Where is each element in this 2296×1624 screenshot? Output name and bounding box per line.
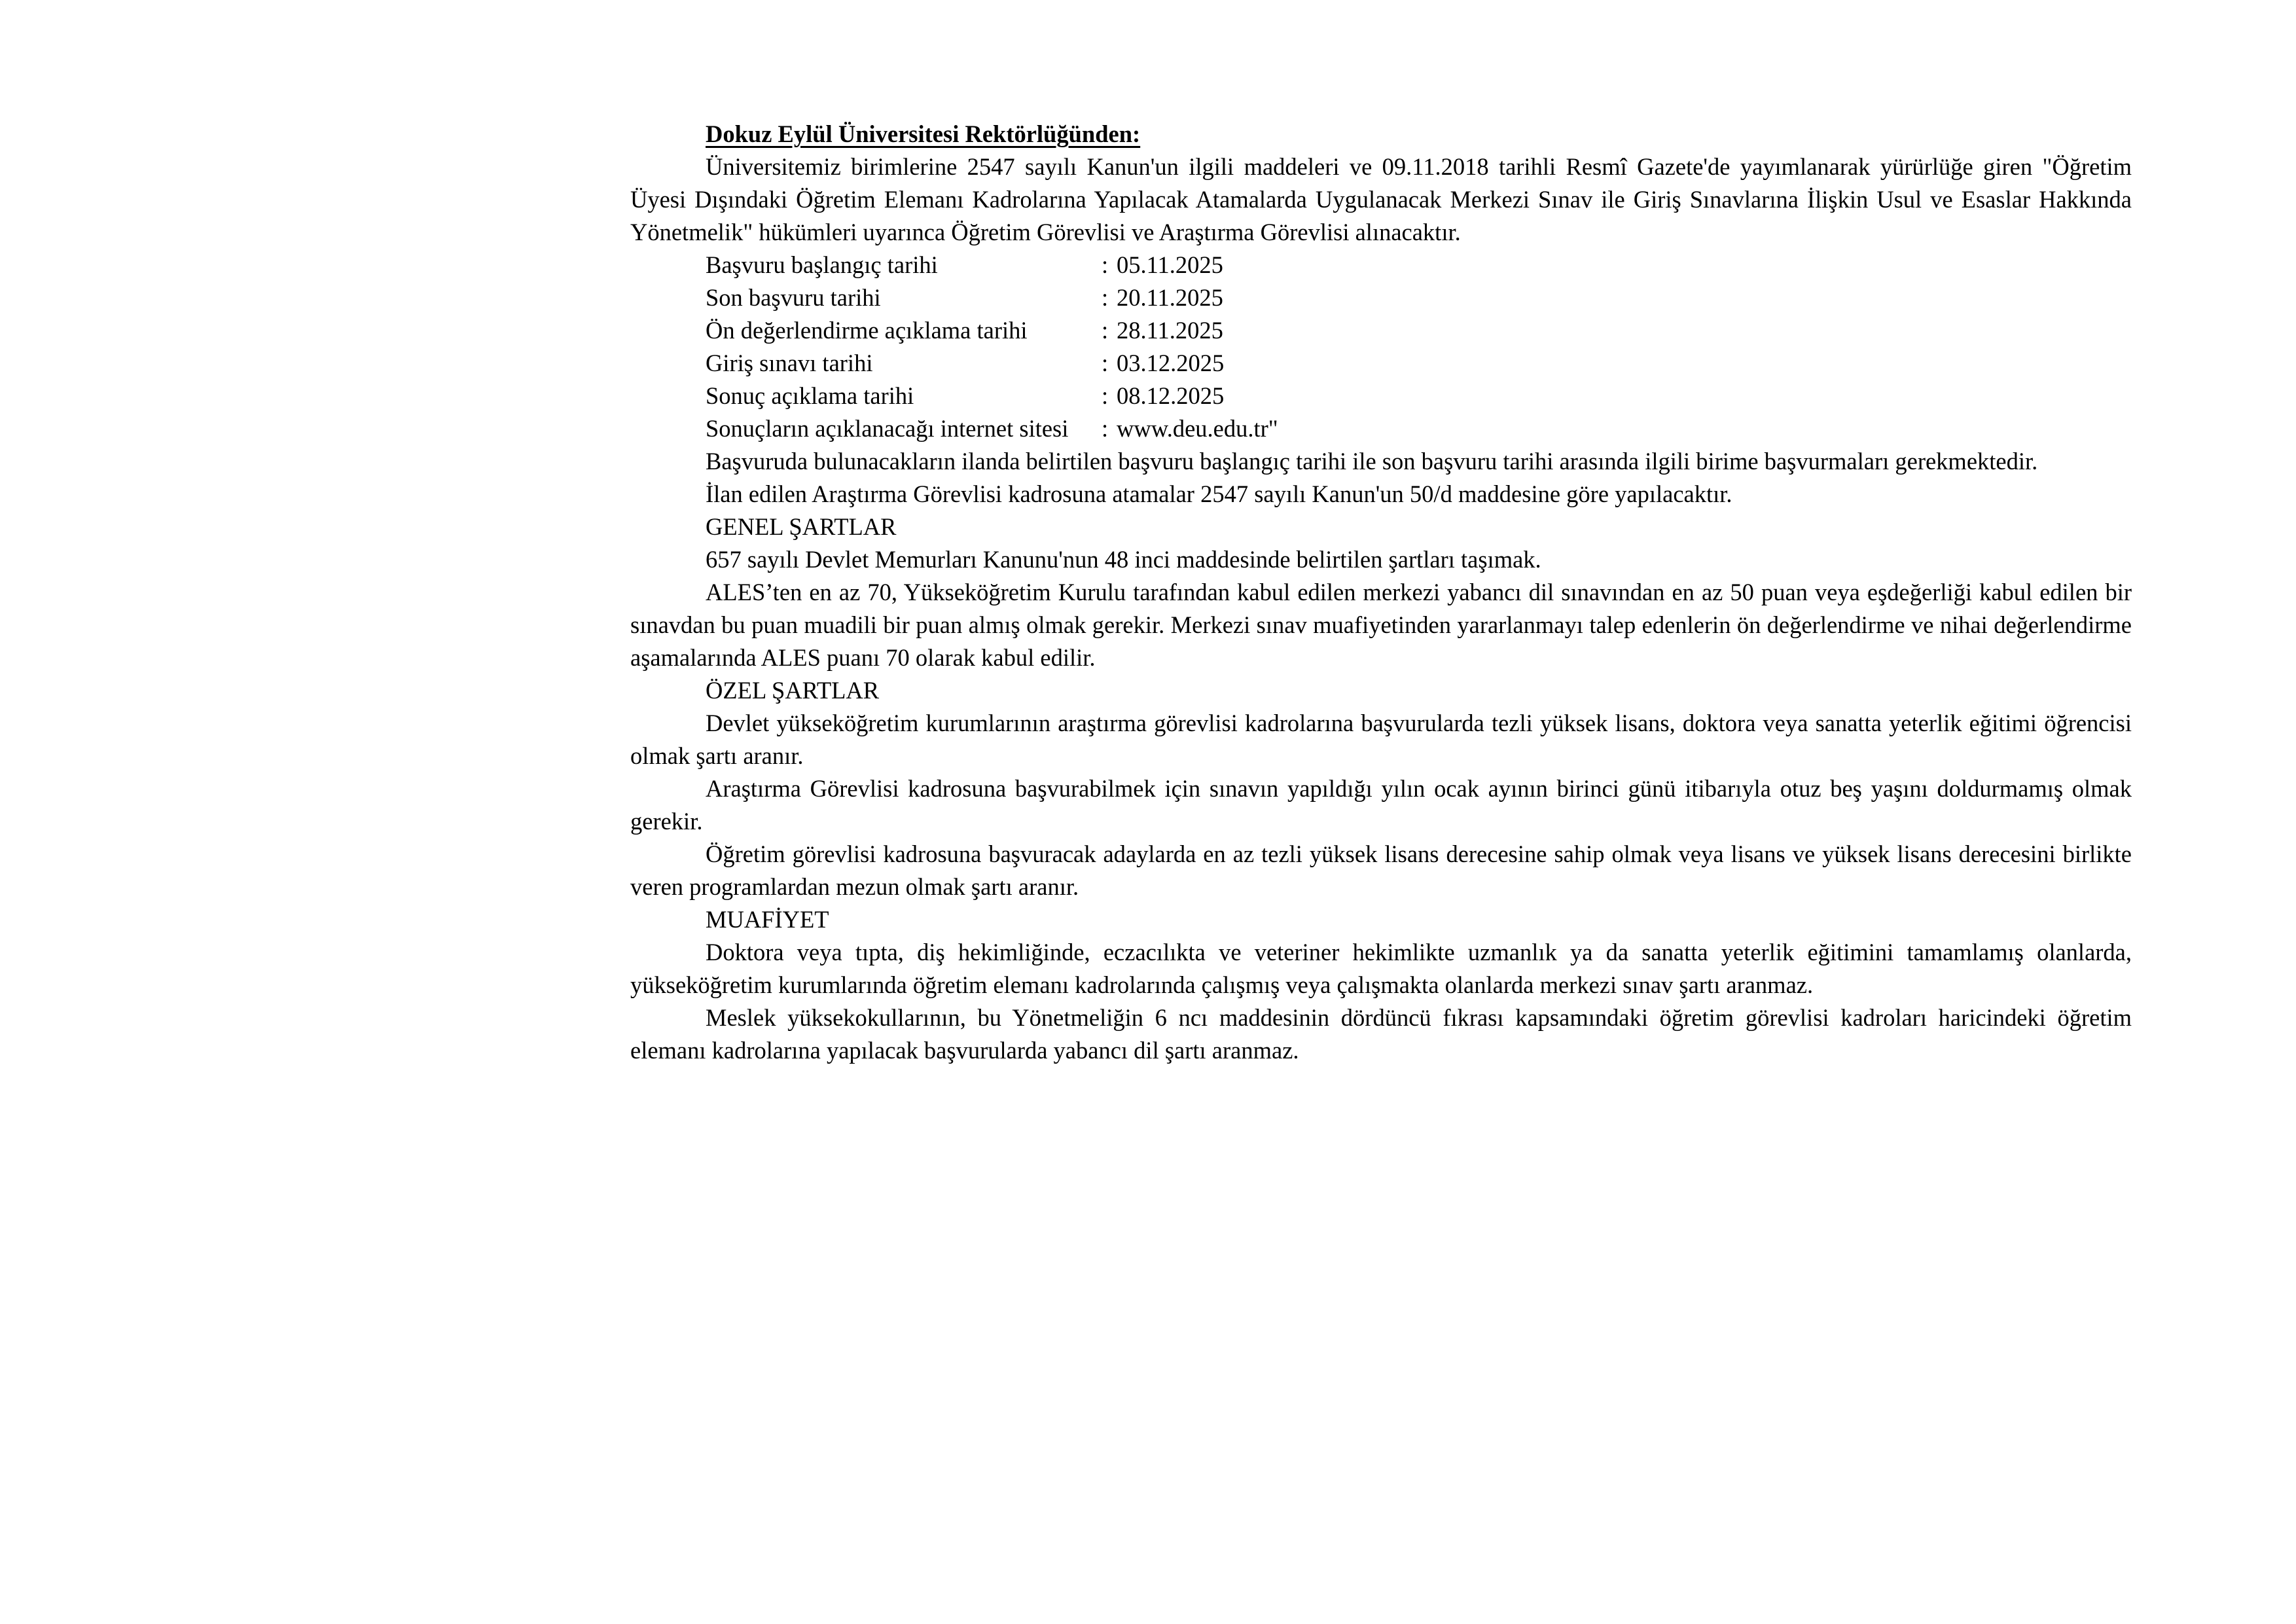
- schedule-value: 05.11.2025: [1117, 251, 1223, 278]
- schedule-label: Sonuçların açıklanacağı internet sitesi: [706, 415, 1069, 442]
- schedule-colon: :: [1102, 284, 1109, 311]
- paragraph-basvuru-sure: Başvuruda bulunacakların ilanda belirtilen başvuru başlangıç tarihi ile son başvuru tarihi arasında ilgili birime başvurmaları gerekmektedir.: [706, 448, 2038, 475]
- schedule-colon: :: [1102, 251, 1109, 278]
- paragraph-meslek-yuksekokullari: Meslek yüksekokullarının, bu Yönetmeliğin 6 ncı maddesinin dördüncü fıkrası kapsamındaki öğretim görevlisi kadroları haricindeki öğretim elemanı kadrolarına yapılacak başvurularda yabancı dil şartı aranmaz.: [630, 1004, 2132, 1064]
- schedule-value: 03.12.2025: [1117, 350, 1225, 376]
- heading-genel-sartlar: GENEL ŞARTLAR: [706, 513, 897, 540]
- schedule-row-internet-sitesi: [706, 412, 2132, 445]
- paragraph-muafiyet-detay: Doktora veya tıpta, diş hekimliğinde, eczacılıkta ve veteriner hekimlikte uzmanlık ya da sanatta yeterlik eğitimini tamamlamış olanlarda, yükseköğretim kurumlarında öğretim elemanı kadrolarında çalışmış veya çalışmakta olanlarda merkezi sınav şartı aranmaz.: [630, 939, 2132, 998]
- schedule-row-sonuc-aciklama: [706, 380, 2132, 412]
- schedule-value: 08.12.2025: [1117, 382, 1225, 409]
- schedule-label: Sonuç açıklama tarihi: [706, 382, 914, 409]
- schedule-row-son-basvuru: [706, 281, 2132, 314]
- schedule-colon: :: [1102, 317, 1109, 344]
- intro-paragraph: Üniversitemiz birimlerine 2547 sayılı Kanun'un ilgili maddeleri ve 09.11.2018 tarihli Resmî Gazete'de yayımlanarak yürürlüğe giren "Öğretim Üyesi Dışındaki Öğretim Elemanı Kadrolarına Yapılacak Atamalarda Uygulanacak Merkezi Sınav ile Giriş Sınavlarına İlişkin Usul ve Esaslar Hakkında Yönetmelik" hükümleri uyarınca Öğretim Görevlisi ve Araştırma Görevlisi alınacaktır.: [630, 153, 2132, 245]
- paragraph-ales-puan: ALES’ten en az 70, Yükseköğretim Kurulu tarafından kabul edilen merkezi yabancı dil sınavından en az 50 puan veya eşdeğerliği kabul edilen bir sınavdan bu puan muadili bir puan almış olmak gerekir. Merkezi sınav muafiyetinden yararlanmayı talep edenlerin ön değerlendirme ve nihai değerlendirme aşamalarında ALES puanı 70 olarak kabul edilir.: [630, 579, 2132, 671]
- document-title-text: Dokuz Eylül Üniversitesi Rektörlüğünden:: [706, 120, 1141, 147]
- schedule-label: Giriş sınavı tarihi: [706, 350, 873, 376]
- schedule-colon: :: [1102, 415, 1109, 442]
- document-title: [630, 118, 2132, 151]
- schedule-colon: :: [1102, 350, 1109, 376]
- announcement-document: [630, 118, 2132, 1067]
- schedule-label: Başvuru başlangıç tarihi: [706, 251, 938, 278]
- schedule-value: 28.11.2025: [1117, 317, 1223, 344]
- schedule-row-giris-sinavi: [706, 347, 2132, 380]
- schedule-list: [630, 249, 2132, 445]
- heading-muafiyet: MUAFİYET: [706, 906, 829, 933]
- paragraph-yas-siniri: Araştırma Görevlisi kadrosuna başvurabilmek için sınavın yapıldığı yılın ocak ayının birinci günü itibarıyla otuz beş yaşını doldurmamış olmak gerekir.: [630, 775, 2132, 835]
- schedule-value: 20.11.2025: [1117, 284, 1223, 311]
- schedule-row-basvuru-baslangic: [706, 249, 2132, 281]
- schedule-colon: :: [1102, 382, 1109, 409]
- paragraph-atama-50d: İlan edilen Araştırma Görevlisi kadrosuna atamalar 2547 sayılı Kanun'un 50/d maddesine göre yapılacaktır.: [706, 480, 1732, 507]
- heading-ozel-sartlar: ÖZEL ŞARTLAR: [706, 677, 880, 704]
- schedule-label: Son başvuru tarihi: [706, 284, 881, 311]
- schedule-website-value: www.deu.edu.tr": [1117, 415, 1278, 442]
- schedule-row-on-degerlendirme: [706, 314, 2132, 347]
- paragraph-ogretim-gorevlisi-sarti: Öğretim görevlisi kadrosuna başvuracak adaylarda en az tezli yüksek lisans derecesine sahip olmak veya lisans ve yüksek lisans derecesini birlikte veren programlardan mezun olmak şartı aranır.: [630, 840, 2132, 900]
- paragraph-657-sayili-kanun: 657 sayılı Devlet Memurları Kanunu'nun 48 inci maddesinde belirtilen şartları taşımak.: [706, 546, 1541, 573]
- schedule-label: Ön değerlendirme açıklama tarihi: [706, 317, 1028, 344]
- paragraph-tezli-yuksek-lisans: Devlet yükseköğretim kurumlarının araştırma görevlisi kadrolarına başvurularda tezli yüksek lisans, doktora veya sanatta yeterlik eğitimi öğrencisi olmak şartı aranır.: [630, 710, 2132, 769]
